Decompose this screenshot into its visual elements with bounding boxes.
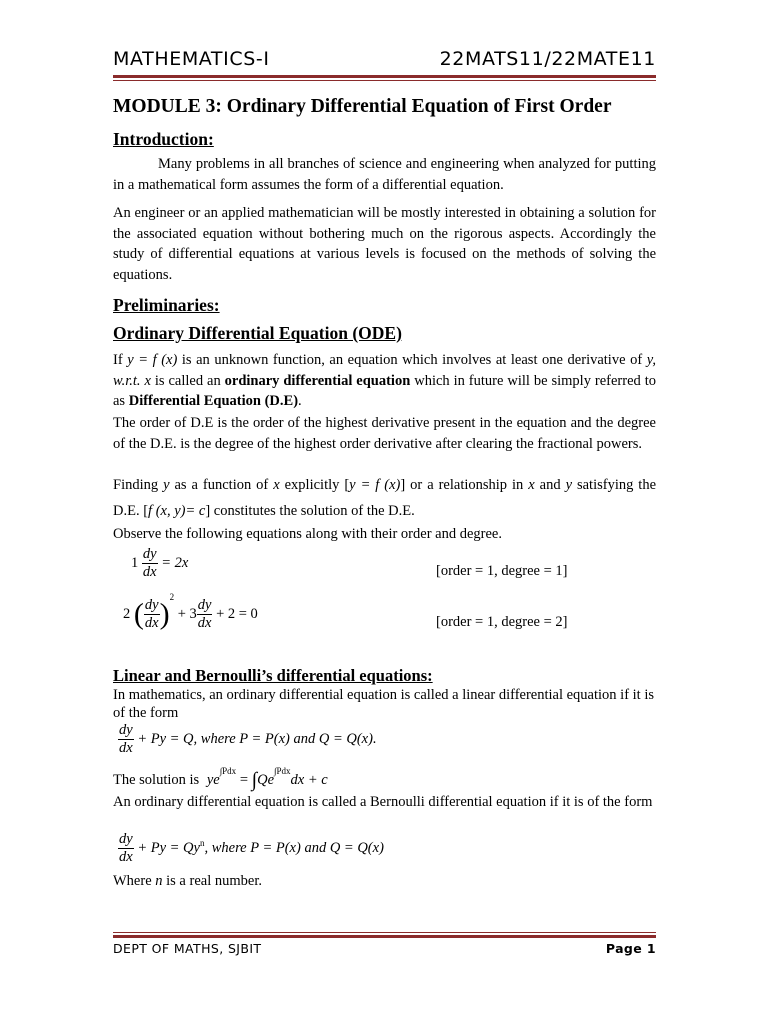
page-header	[113, 44, 656, 74]
bernoulli-intro: An ordinary differential equation is called a Bernoulli differential equation if it is of the form	[113, 794, 653, 810]
footer-dept: DEPT OF MATHS, SJBIT	[113, 941, 262, 956]
linear-intro: In mathematics, an ordinary differential equation is called a linear differential equation if it is of the form	[113, 687, 655, 721]
example-note-2: [order = 1, degree = 2]	[436, 614, 568, 630]
header-course: MATHEMATICS-I	[113, 48, 270, 70]
linear-equation: $\frac{dy}{dx}$ + Py = Q, where P = P(x) and Q = Q(x).	[119, 722, 377, 756]
bernoulli-equation: $\frac{dy}{dx}$ + $Py = Qy^n$, where P = P(x) and Q = Q(x)	[119, 831, 384, 865]
intro-para-1: Many problems in all branches of science and engineering when analyzed for putting in a mathematical form assumes the form of a differential equation.	[113, 156, 656, 193]
ode-heading: Ordinary Differential Equation (ODE)	[113, 323, 402, 343]
module-title: MODULE 3: Ordinary Differential Equation of First Order	[113, 96, 612, 117]
ode-definition: If y = f (x) is an unknown function, an equation which involves at least one derivative of y, w.r.t. x is called an ordinary differential equation which in future will be simply referred to as Differential Equation (D.E).	[113, 352, 657, 410]
order-degree-para: The order of D.E is the order of the highest derivative present in the equation and the degree of the D.E. is the degree of the highest order derivative after clearing the fractional powers.	[113, 415, 656, 452]
example-equation-1: 1 $\frac{dy}{dx}$ = 2x	[131, 546, 189, 580]
example-note-1: [order = 1, degree = 1]	[436, 563, 568, 579]
observe-para: Observe the following equations along with their order and degree.	[113, 526, 502, 542]
example-equation-2: 2 ( $\frac{dy}{dx}$ )$^2$ + 3 $\frac{dy}{dx}$ + 2 = 0	[123, 592, 258, 632]
preliminaries-heading: Preliminaries:	[113, 295, 220, 315]
header-rule	[113, 75, 656, 81]
footer-page-number: Page 1	[605, 941, 656, 956]
intro-heading: Introduction:	[113, 129, 214, 149]
linear-solution: The solution is $ye^{\int Pdx} = \int Qe^{\int Pdx}dx + c$	[113, 766, 328, 792]
footer-rule	[113, 932, 656, 938]
where-n-line: Where n is a real number.	[113, 873, 262, 889]
intro-para-2: An engineer or an applied mathematician will be mostly interested in obtaining a solution for the associated equation without bothering much on the rigorous aspects. Accordingly the study of differential equations at various levels is focused on the methods of solving the equations.	[113, 205, 656, 283]
header-code: 22MATS11/22MATE11	[439, 48, 656, 70]
solution-para: Finding y as a function of x explicitly [y = f (x)] or a relationship in x and y satisfying the D.E. [f (x, y)= c] constitutes the solution of the D.E.	[113, 477, 657, 519]
linear-bernoulli-heading: Linear and Bernoulli’s differential equations:	[113, 666, 433, 685]
